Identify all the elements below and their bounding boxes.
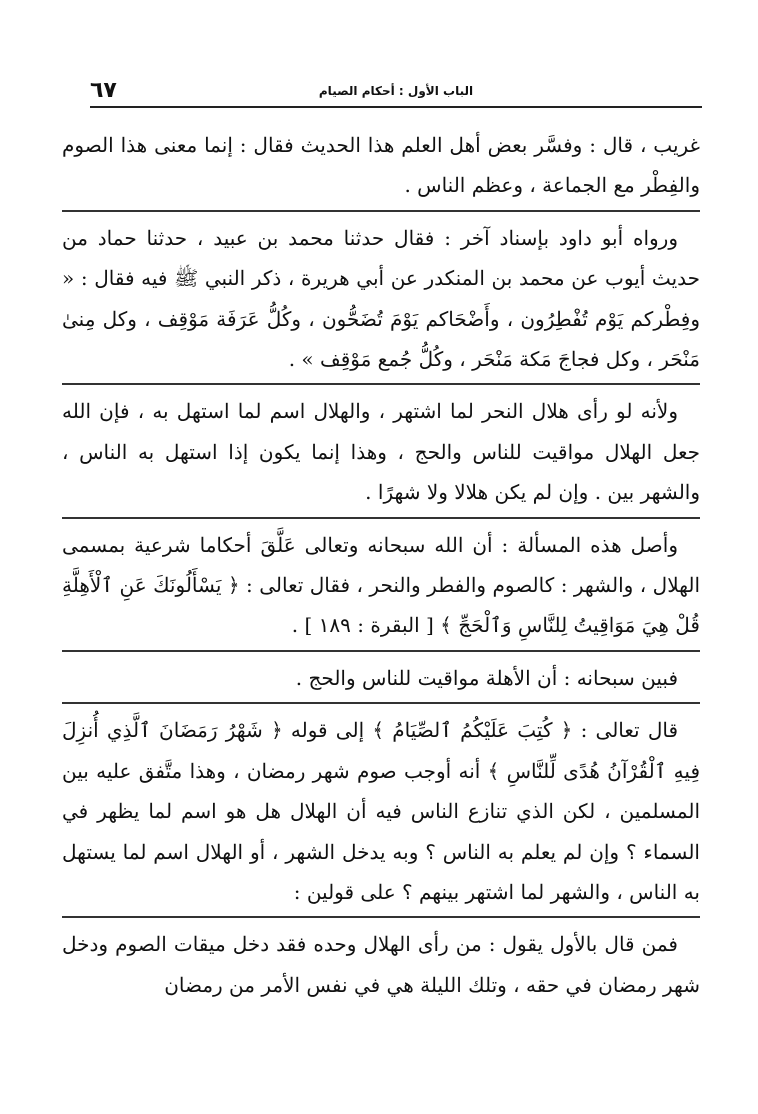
paragraph-4: وأصل هذه المسألة : أن الله سبحانه وتعالى عَلَّقَ أحكاما شرعية بمسمى الهلال ، والشهر : كالصوم والفطر والنحر ، فقال تعالى : ﴿ يَسْأَلُونَكَ عَنِ ٱلْأَهِلَّةِ قُلْ هِيَ مَوَاقِيتُ لِلنَّاسِ وَٱلْحَجِّ ﴾ [ البقرة : ١٨٩ ] .: [62, 532, 700, 638]
paragraph-divider: [62, 383, 700, 385]
running-title: الباب الأول : أحكام الصيام: [318, 84, 474, 98]
paragraph-2: ورواه أبو داود بإسناد آخر : فقال حدثنا محمد بن عبيد ، حدثنا حماد من حديث أيوب عن محمد بن المنكدر عن أبي هريرة ، ذكر النبي ﷺ فيه فقال : « وفِطْركم يَوْم تُفْطِرُون ، وأَضْحَاكم يَوْمَ تُضَحُّون ، وكُلُّ عَرَفَة مَوْقِف ، وكل مِنىٰ مَنْحَر ، وكل فجاجَ مَكة مَنْحَر ، وكُلُّ جُمع مَوْقِف » .: [62, 225, 700, 372]
paragraph-7: فمن قال بالأول يقول : من رأى الهلال وحده فقد دخل ميقات الصوم ودخل شهر رمضان في حقه ، وتلك الليلة هي في نفس الأمر من رمضان: [62, 932, 700, 997]
paragraph-3: ولأنه لو رأى هلال النحر لما اشتهر ، والهلال اسم لما استهل به ، فإن الله جعل الهلال مواقيت للناس والحج ، وهذا إنما يكون إذا استهل به الناس ، والشهر بين . وإن لم يكن هلالا ولا شهرًا .: [62, 399, 700, 505]
paragraph-divider: [62, 517, 700, 519]
paragraph-divider: [62, 702, 700, 704]
page-header: [90, 78, 702, 108]
paragraph-6: قال تعالى : ﴿ كُتِبَ عَلَيْكُمُ ٱلصِّيَامُ ﴾ إلى قوله ﴿ شَهْرُ رَمَضَانَ ٱلَّذِي أُنزِلَ فِيهِ ٱلْقُرْآنُ هُدًى لِّلنَّاسِ ﴾ أنه أوجب صوم شهر رمضان ، وهذا متَّفق عليه بين المسلمين ، لكن الذي تنازع الناس فيه أن الهلال هل هو اسم لما يظهر في السماء ؟ وإن لم يعلم به الناس ؟ وبه يدخل الشهر ، أو الهلال اسم لما يستهل به الناس ، والشهر لما اشتهر بينهم ؟ على قولين :: [62, 718, 700, 904]
paragraph-5: فبين سبحانه : أن الأهلة مواقيت للناس والحج .: [295, 665, 678, 690]
paragraph-divider: [62, 650, 700, 652]
paragraph-divider: [62, 916, 700, 918]
paragraph-divider: [62, 210, 700, 212]
page-number: ٦٧: [90, 78, 117, 103]
paragraph-1: غريب ، قال : وفسَّر بعض أهل العلم هذا الحديث فقال : إنما معنى هذا الصوم والفِطْر مع الجماعة ، وعظم الناس .: [62, 133, 700, 198]
page-body: [62, 125, 700, 1009]
